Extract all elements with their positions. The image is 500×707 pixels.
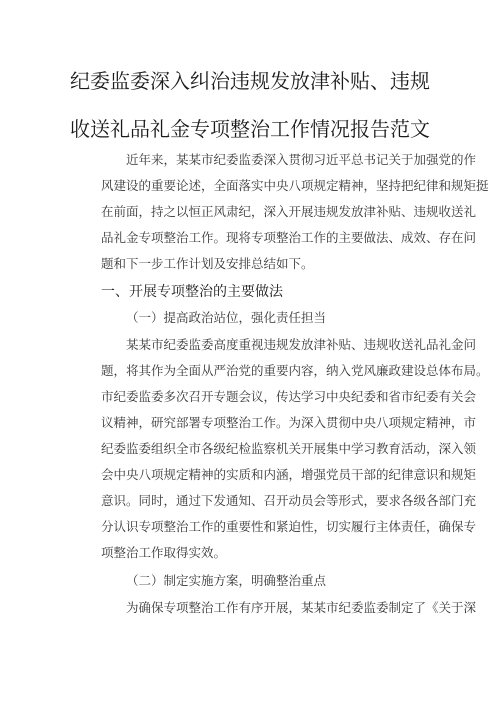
subsection-1-heading: （一）提高政治站位，强化责任担当 — [126, 310, 327, 325]
body-line: 为确保专项整治工作有序开展，某某市纪委监委制定了《关于深 — [126, 600, 477, 615]
body-line: 题，将其作为全面从严治党的重要内容，纳入党风廉政建设总体布局。 — [101, 363, 489, 378]
document-title-line-1: 纪委监委深入纠治违规发放津补贴、违规 — [70, 69, 430, 93]
body-line: 市纪委监委多次召开专题会议，传达学习中央纪委和省市纪委有关会 — [101, 389, 477, 404]
intro-line: 在前面，持之以恒正风肃纪，深入开展违规发放津补贴、违规收送礼 — [101, 204, 477, 219]
subsection-2-heading: （二）制定实施方案，明确整治重点 — [126, 573, 327, 588]
section-1-heading: 一、开展专项整治的主要做法 — [101, 284, 283, 300]
body-line: 议精神，研究部署专项整治工作。为深入贯彻中央八项规定精神，市 — [101, 415, 477, 430]
body-line: 纪委监委组织全市各级纪检监察机关开展集中学习教育活动，深入领 — [101, 441, 477, 456]
intro-line: 近年来，某某市纪委监委深入贯彻习近平总书记关于加强党的作 — [126, 152, 477, 167]
body-line: 会中央八项规定精神的实质和内涵，增强党员干部的纪律意识和规矩 — [101, 467, 477, 482]
intro-line: 风建设的重要论述，全面落实中央八项规定精神，坚持把纪律和规矩挺 — [101, 178, 489, 193]
body-line: 意识。同时，通过下发通知、召开动员会等形式，要求各级各部门充 — [101, 493, 477, 508]
body-line: 某某市纪委监委高度重视违规发放津补贴、违规收送礼品礼金问 — [126, 337, 477, 352]
intro-line: 题和下一步工作计划及安排总结如下。 — [101, 256, 314, 271]
body-line: 项整治工作取得实效。 — [101, 545, 227, 560]
document-title-line-2: 收送礼品礼金专项整治工作情况报告范文 — [70, 117, 430, 141]
body-line: 分认识专项整治工作的重要性和紧迫性，切实履行主体责任，确保专 — [101, 519, 477, 534]
intro-line: 品礼金专项整治工作。现将专项整治工作的主要做法、成效、存在问 — [101, 230, 477, 245]
